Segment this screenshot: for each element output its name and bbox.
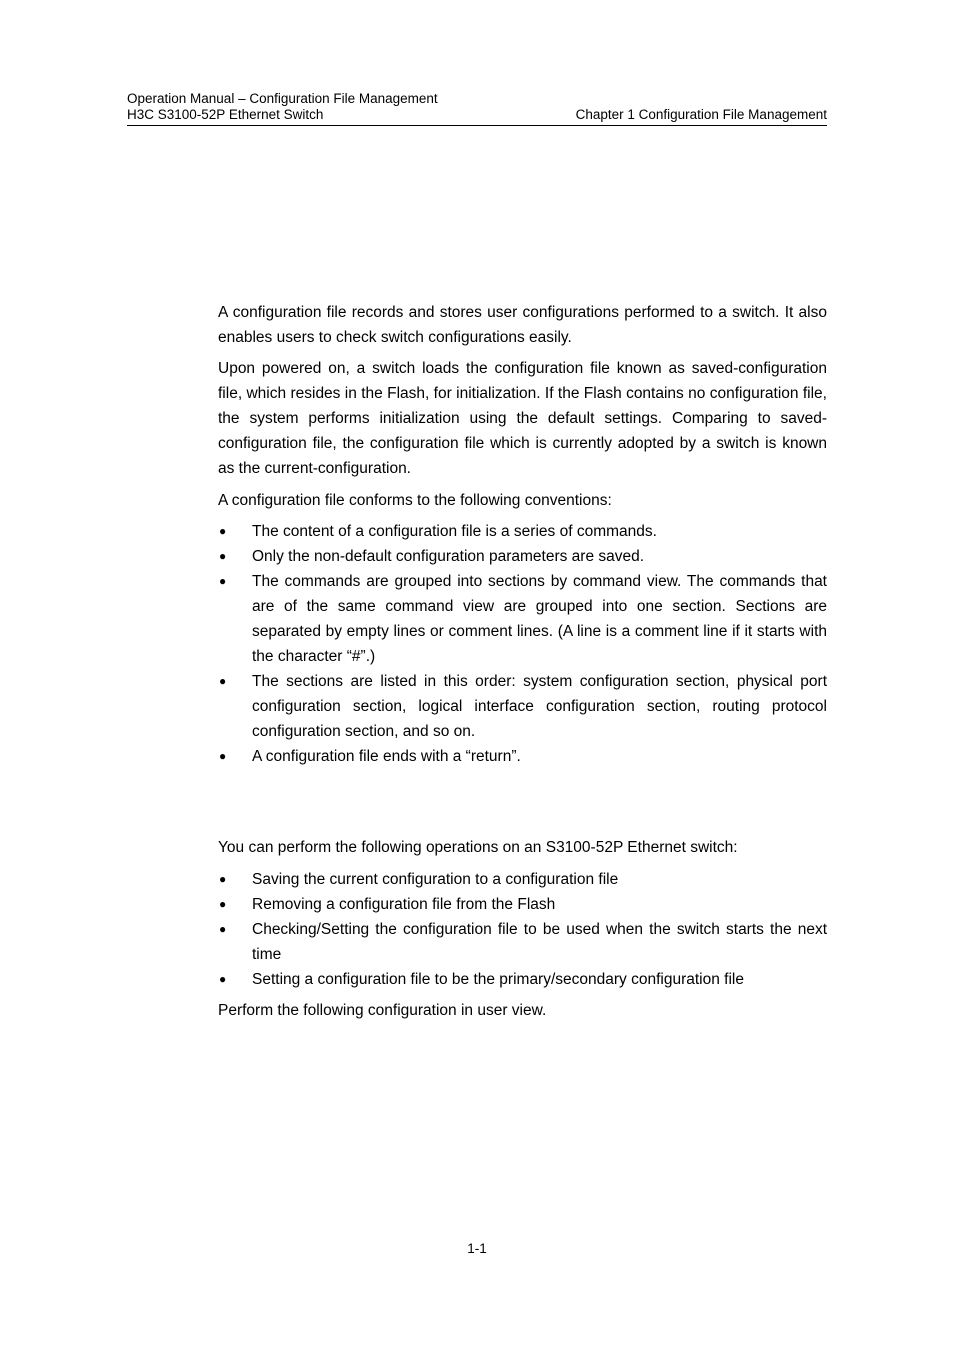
chapter-title: Chapter 1 Configuration File Management [575,107,827,122]
list-item-text: Only the non-default configuration parameters are saved. [252,548,645,565]
list-item-text: A configuration file ends with a “return”. [252,748,521,765]
operations-intro: You can perform the following operations on an S3100-52P Ethernet switch: [218,839,738,856]
operations-list [218,867,827,992]
list-item-text: Removing a configuration file from the Flash [252,896,556,913]
list-item [218,967,827,992]
list-item-text: Setting a configuration file to be the primary/secondary configuration file [252,971,744,988]
manual-title: Operation Manual – Configuration File Management [127,91,438,106]
user-view-note: Perform the following configuration in user view. [218,1002,547,1019]
bullet-icon: ● [219,574,227,588]
conventions-list [218,519,827,769]
list-item-text: The content of a configuration file is a series of commands. [252,523,657,540]
list-item [218,569,827,669]
intro-paragraph: A configuration file records and stores user configurations performed to a switch. It also enables users to check switch configurations easily. [218,304,827,346]
list-item [218,917,827,967]
bullet-icon: ● [219,922,227,936]
page-header [127,91,827,126]
list-item-text: The sections are listed in this order: system configuration section, physical port configuration section, logical interface configuration section, routing protocol configuration section, and so on. [252,673,827,740]
list-item-text: The commands are grouped into sections by command view. The commands that are of the same command view are grouped into one section. Sections are separated by empty lines or comment lines. (A line is a comment line if it starts with the character “#”.) [252,573,827,665]
list-item [218,669,827,744]
bullet-icon: ● [219,674,227,688]
list-item [218,892,827,917]
list-item-text: Checking/Setting the configuration file to be used when the switch starts the next time [252,921,827,963]
product-name: H3C S3100-52P Ethernet Switch [127,107,324,122]
bullet-icon: ● [219,972,227,986]
bullet-icon: ● [219,549,227,563]
list-item [218,867,827,892]
list-item [218,744,827,769]
conventions-intro: A configuration file conforms to the following conventions: [218,492,612,509]
startup-paragraph: Upon powered on, a switch loads the configuration file known as saved-configuration file, which resides in the Flash, for initialization. If the Flash contains no configuration file, the system performs initialization using the default settings. Comparing to saved-configuration file, the configuration file which is currently adopted by a switch is known as the current-configuration. [218,360,827,477]
bullet-icon: ● [219,897,227,911]
page-number: 1-1 [467,1241,487,1256]
bullet-icon: ● [219,872,227,886]
list-item [218,519,827,544]
bullet-icon: ● [219,749,227,763]
list-item-text: Saving the current configuration to a configuration file [252,871,619,888]
header-left [127,91,438,123]
list-item [218,544,827,569]
bullet-icon: ● [219,524,227,538]
